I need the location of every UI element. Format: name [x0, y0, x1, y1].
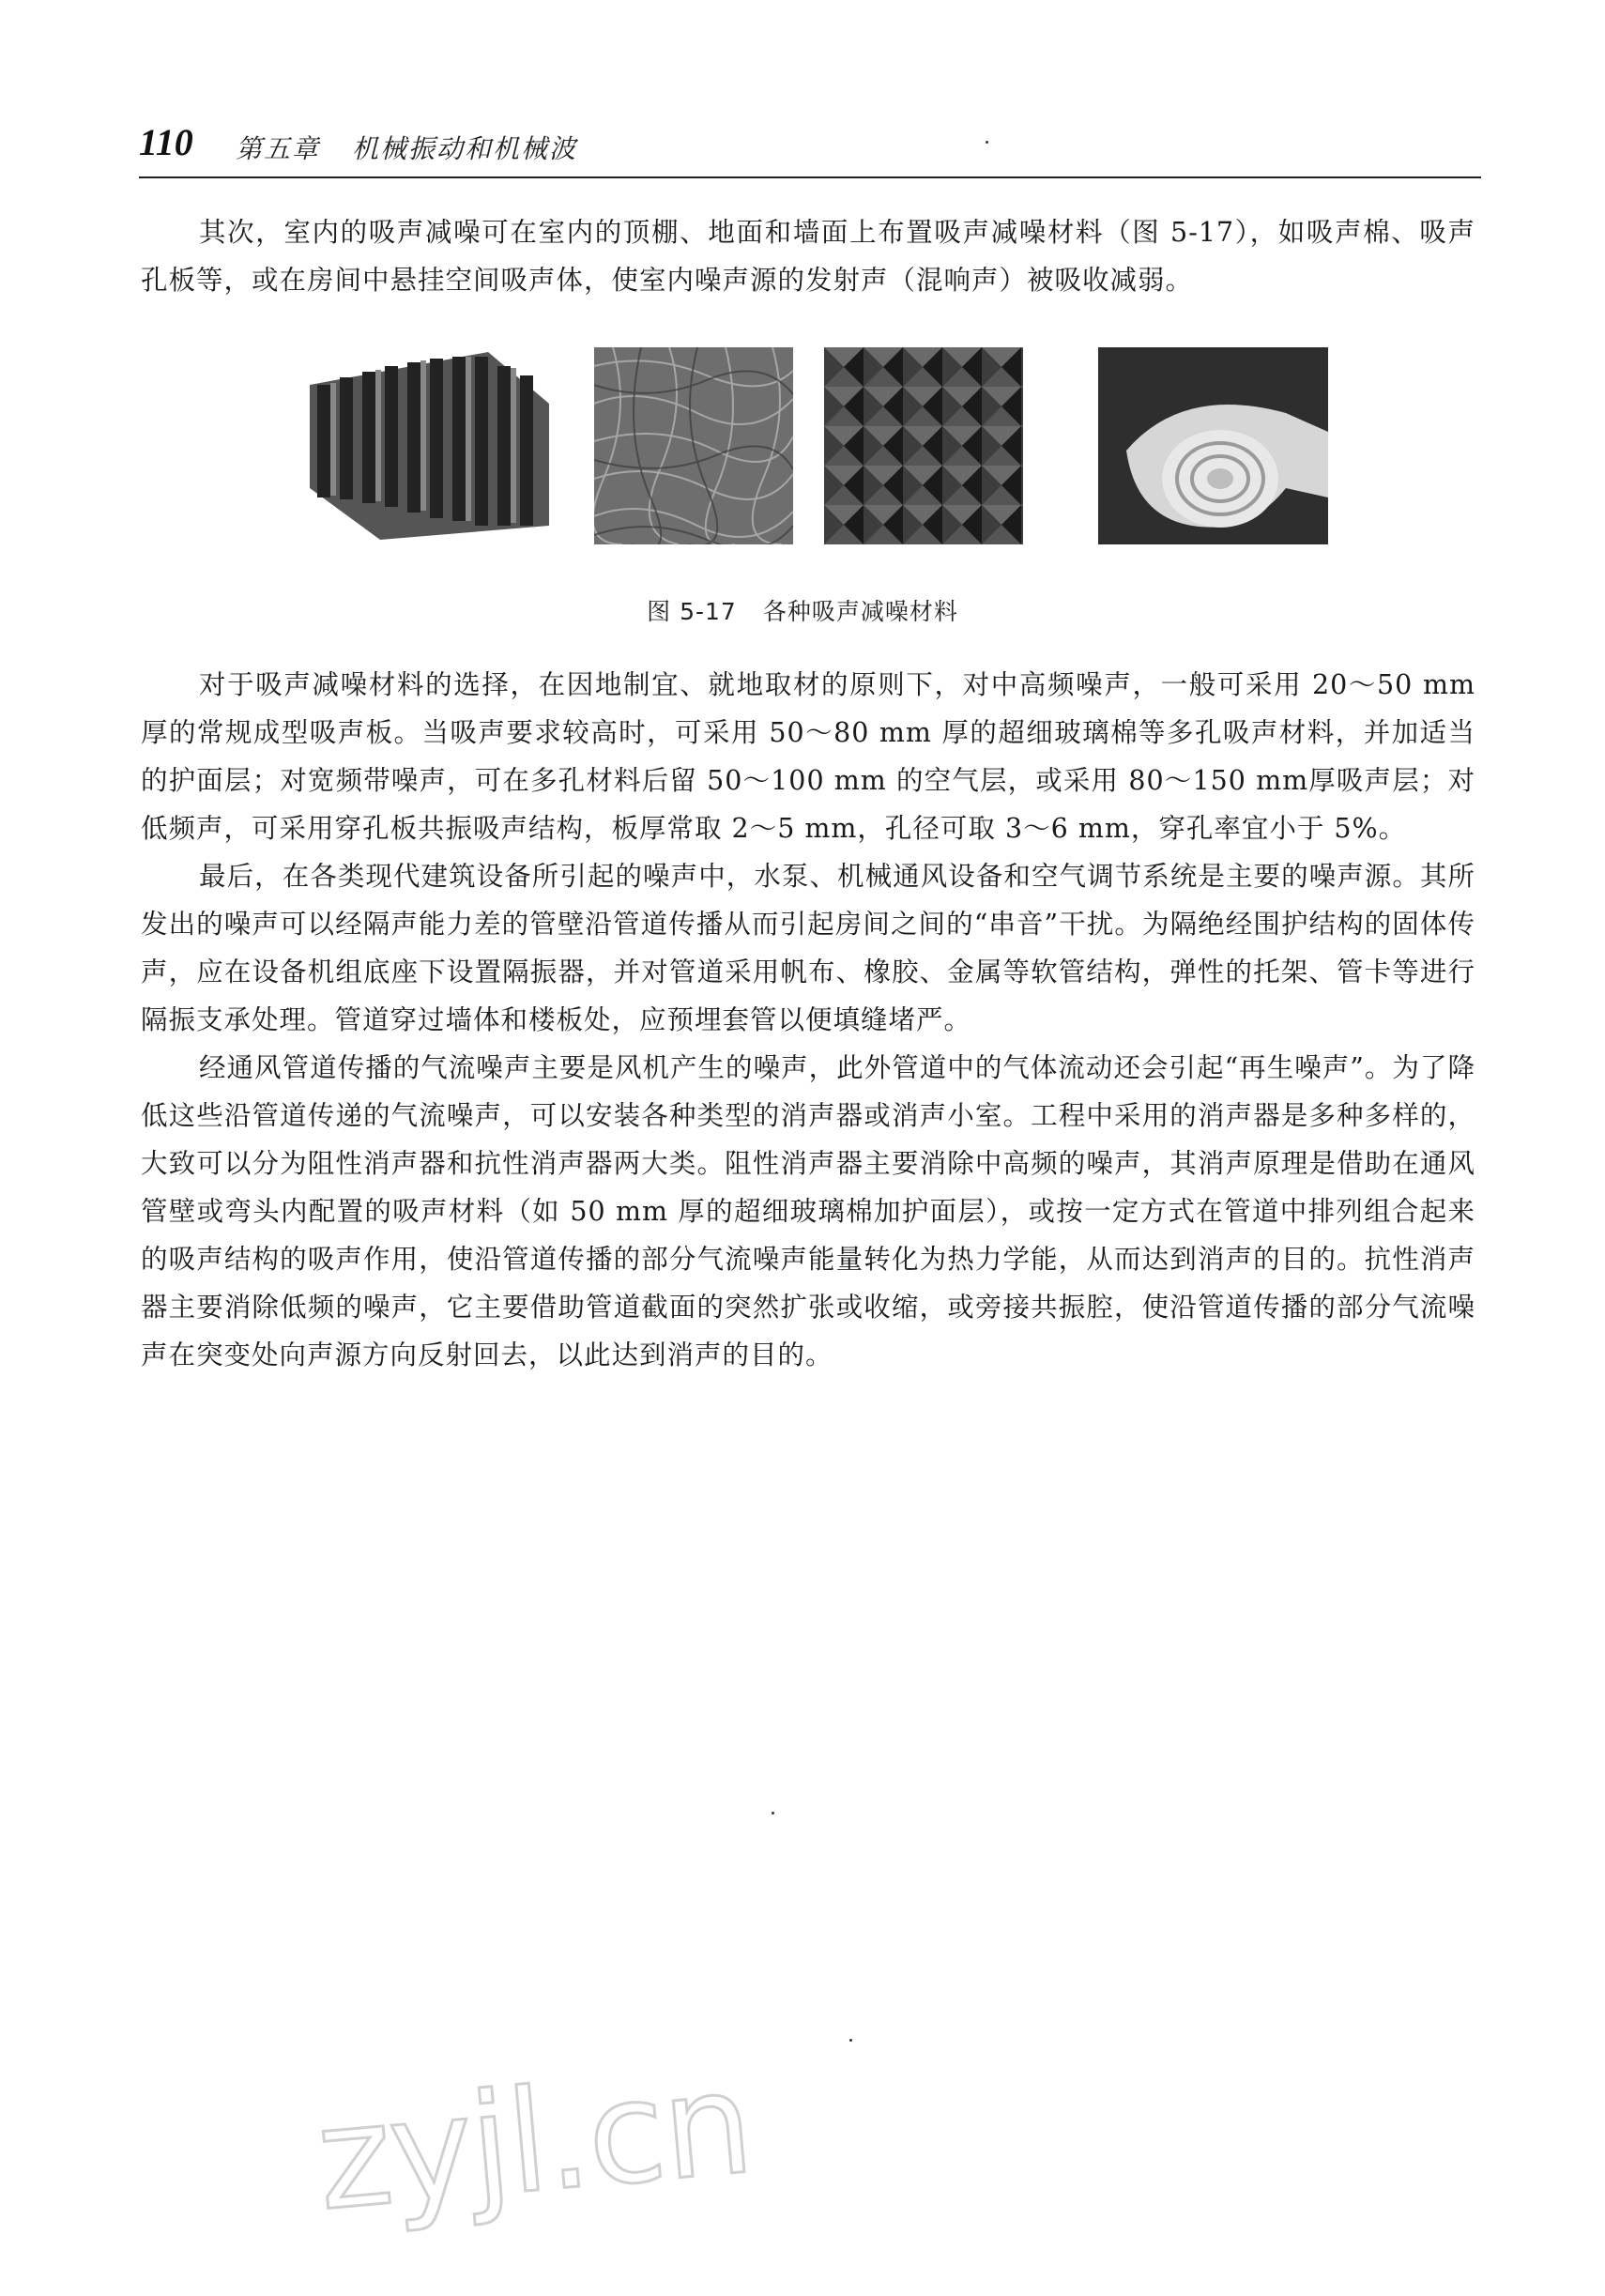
pyramid-acoustic-foam-image — [824, 347, 1023, 544]
figure-caption — [0, 593, 1605, 627]
paragraph: 其次，室内的吸声减噪可在室内的顶棚、地面和墙面上布置吸声减噪材料（图 5-17），如吸声棉、吸声孔板等，或在房间中悬挂空间吸声体，使室内噪声源的发射声（混响声）被吸收减弱。 — [141, 217, 1475, 296]
paragraph: 最后，在各类现代建筑设备所引起的噪声中，水泵、机械通风设备和空气调节系统是主要的噪声源。其所发出的噪声可以经隔声能力差的管壁沿管道传播从而引起房间之间的“串音”干扰。为隔绝经围护结构的固体传声，应在设备机组底座下设置隔振器，并对管道采用帆布、橡胶、金属等软管结构，弹性的托架、管卡等进行隔振支承处理。管道穿过墙体和楼板处，应预埋套管以便填缝堵严。 — [141, 861, 1475, 1035]
figure-number: 图 5-17 — [647, 598, 737, 625]
paragraph: 对于吸声减噪材料的选择，在因地制宜、就地取材的原则下，对中高频噪声，一般可采用 20～50 mm 厚的常规成型吸声板。当吸声要求较高时，可采用 50～80 mm 厚的超细玻璃棉等多孔吸声材料，并加适当的护面层；对宽频带噪声，可在多孔材料后留 50～100 mm 的空气层，或采用 80～150 mm厚吸声层；对低频声，可采用穿孔板共振吸声结构，板厚常取 2～5 mm，孔径可取 3～6 mm，穿孔率宜小于 5%。 — [141, 669, 1475, 844]
rolled-sound-absorbing-cotton-image — [1098, 347, 1328, 544]
figure-5-17-images — [0, 347, 1605, 549]
running-header — [139, 120, 1481, 178]
scan-speck — [986, 141, 988, 144]
watermark: zyjl.cn — [311, 2042, 757, 2242]
figure-title: 各种吸声减噪材料 — [762, 598, 958, 625]
chapter-label: 第五章 — [236, 133, 321, 164]
wood-wool-fiber-board-image — [594, 347, 793, 544]
body-text — [141, 661, 1475, 1379]
intro-text — [141, 208, 1475, 304]
scan-speck — [849, 2039, 852, 2042]
paragraph: 经通风管道传播的气流噪声主要是风机产生的噪声，此外管道中的气体流动还会引起“再生噪声”。为了降低这些沿管道传递的气流噪声，可以安装各种类型的消声器或消声小室。工程中采用的消声器是多种多样的，大致可以分为阻性消声器和抗性消声器两大类。阻性消声器主要消除中高频的噪声，其消声原理是借助在通风管壁或弯头内配置的吸声材料（如 50 mm 厚的超细玻璃棉加护面层），或按一定方式在管道中排列组合起来的吸声结构的吸声作用，使沿管道传播的部分气流噪声能量转化为热力学能，从而达到消声的目的。抗性消声器主要消除低频的噪声，它主要借助管道截面的突然扩张或收缩，或旁接共振腔，使沿管道传播的部分气流噪声在突变处向声源方向反射回去，以此达到消声的目的。 — [141, 1052, 1475, 1370]
slotted-absorber-panels-image — [291, 347, 563, 544]
page-number: 110 — [139, 121, 193, 163]
chapter-title: 机械振动和机械波 — [352, 133, 578, 164]
chapter-heading — [236, 129, 577, 166]
scan-speck — [772, 1812, 774, 1814]
